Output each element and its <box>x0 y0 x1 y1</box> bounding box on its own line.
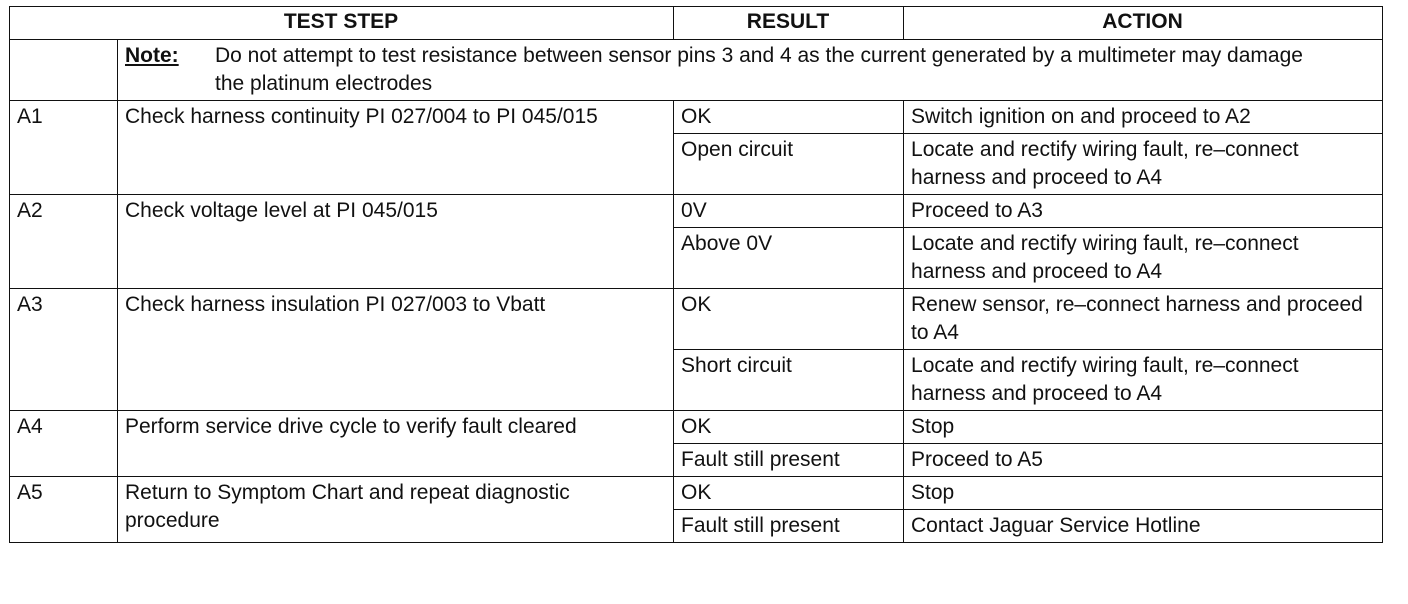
step-id: A2 <box>10 195 118 289</box>
table-row <box>10 289 1383 350</box>
header-test-step: TEST STEP <box>10 7 674 40</box>
note-text: Do not attempt to test resistance between sensor pins 3 and 4 as the current generated by a multimeter may damage the platinum electrodes <box>215 44 1303 95</box>
step-id: A1 <box>10 101 118 195</box>
action-cell: Locate and rectify wiring fault, re–connect harness and proceed to A4 <box>904 228 1383 289</box>
action-cell: Locate and rectify wiring fault, re–connect harness and proceed to A4 <box>904 350 1383 411</box>
action-cell: Proceed to A3 <box>904 195 1383 228</box>
step-id: A5 <box>10 477 118 543</box>
result-cell: Fault still present <box>674 444 904 477</box>
step-id: A3 <box>10 289 118 411</box>
result-cell: Open circuit <box>674 134 904 195</box>
note-row <box>10 40 1383 101</box>
action-cell: Contact Jaguar Service Hotline <box>904 510 1383 543</box>
step-description: Check harness insulation PI 027/003 to Vbatt <box>118 289 674 411</box>
table-row <box>10 411 1383 444</box>
action-cell: Renew sensor, re–connect harness and proceed to A4 <box>904 289 1383 350</box>
steps-body <box>10 101 1383 543</box>
step-id: A4 <box>10 411 118 477</box>
action-cell: Switch ignition on and proceed to A2 <box>904 101 1383 134</box>
note-label: Note: <box>125 44 179 67</box>
step-description: Return to Symptom Chart and repeat diagnostic procedure <box>118 477 674 543</box>
action-cell: Proceed to A5 <box>904 444 1383 477</box>
table-row <box>10 101 1383 134</box>
diagnostic-table <box>9 6 1383 543</box>
table-row <box>10 195 1383 228</box>
result-cell: 0V <box>674 195 904 228</box>
result-cell: Fault still present <box>674 510 904 543</box>
step-description: Check voltage level at PI 045/015 <box>118 195 674 289</box>
result-cell: Above 0V <box>674 228 904 289</box>
header-row <box>10 7 1383 40</box>
action-cell: Stop <box>904 411 1383 444</box>
result-cell: OK <box>674 477 904 510</box>
table-row <box>10 477 1383 510</box>
header-result: RESULT <box>674 7 904 40</box>
step-description: Perform service drive cycle to verify fault cleared <box>118 411 674 477</box>
note-spacer-cell <box>10 40 118 101</box>
header-action: ACTION <box>904 7 1383 40</box>
note-cell <box>118 40 1383 101</box>
result-cell: OK <box>674 411 904 444</box>
step-description: Check harness continuity PI 027/004 to PI 045/015 <box>118 101 674 195</box>
result-cell: OK <box>674 101 904 134</box>
action-cell: Stop <box>904 477 1383 510</box>
result-cell: Short circuit <box>674 350 904 411</box>
action-cell: Locate and rectify wiring fault, re–connect harness and proceed to A4 <box>904 134 1383 195</box>
result-cell: OK <box>674 289 904 350</box>
